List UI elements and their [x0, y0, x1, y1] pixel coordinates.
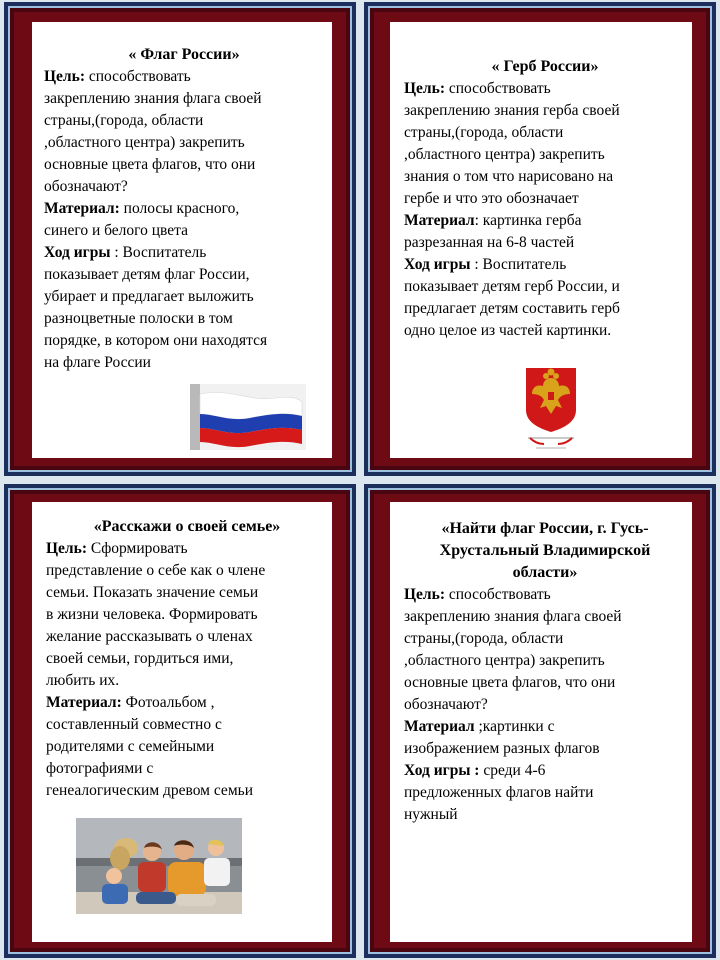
- goal-text: ,областного центра) закрепить: [44, 134, 245, 151]
- game-text: : Воспитатель: [110, 244, 207, 261]
- game-label: Ход игры: [404, 256, 471, 273]
- material-text: генеалогическим древом семьи: [46, 782, 253, 799]
- goal-text: семьи. Показать значение семьи: [46, 584, 259, 601]
- goal-text: представление о себе как о члене: [46, 562, 266, 579]
- material-text: изображением разных флагов: [404, 740, 600, 757]
- game-text: на флаге России: [44, 354, 151, 371]
- goal-label: Цель:: [404, 586, 445, 603]
- game-label: Ход игры: [44, 244, 111, 261]
- material-text: полосы красного,: [119, 200, 240, 217]
- goal-text: желание рассказывать о членах: [46, 628, 253, 645]
- goal-text: страны,(города, области: [404, 630, 564, 647]
- game-label: Ход игры :: [404, 762, 480, 779]
- card-flag-panel: [32, 22, 332, 458]
- goal-text: в жизни человека. Формировать: [46, 606, 258, 623]
- card-title: «Найти флаг России, г. Гусь-: [441, 520, 649, 537]
- card-tell-about-family: [4, 484, 356, 958]
- goal-text: закреплению знания герба своей: [404, 102, 620, 119]
- material-label: Материал: [404, 212, 475, 229]
- goal-text: закреплению знания флага своей: [44, 90, 262, 107]
- goal-text: страны,(города, области: [44, 112, 204, 129]
- game-text: предлагает детям составить герб: [404, 300, 620, 317]
- game-text: показывает детям герб России, и: [404, 278, 620, 295]
- goal-text: способствовать: [445, 586, 551, 603]
- game-text: : Воспитатель: [470, 256, 567, 273]
- goal-label: Цель:: [46, 540, 87, 557]
- russian-flag-image: [190, 384, 306, 450]
- material-text: : картинка герба: [474, 212, 582, 229]
- goal-text: ,областного центра) закрепить: [404, 652, 605, 669]
- material-text: разрезанная на 6-8 частей: [404, 234, 575, 251]
- goal-label: Цель:: [404, 80, 445, 97]
- goal-text: гербе и что это обозначает: [404, 190, 579, 207]
- card-coat-panel: [390, 22, 692, 458]
- material-label: Материал: [404, 718, 475, 735]
- goal-text: способствовать: [445, 80, 551, 97]
- goal-text: закреплению знания флага своей: [404, 608, 622, 625]
- material-text: ;картинки с: [474, 718, 555, 735]
- game-text: предложенных флагов найти: [404, 784, 594, 801]
- material-text: Фотоальбом ,: [121, 694, 215, 711]
- goal-text: обозначают?: [404, 696, 488, 713]
- card-title: « Флаг России»: [128, 46, 240, 63]
- card-title: « Герб России»: [491, 58, 599, 75]
- goal-text: способствовать: [85, 68, 191, 85]
- goal-text: основные цвета флагов, что они: [44, 156, 256, 173]
- material-text: фотографиями с: [46, 760, 154, 777]
- goal-text: основные цвета флагов, что они: [404, 674, 616, 691]
- card-coat-of-arms: [364, 2, 716, 476]
- goal-text: своей семьи, гордиться ими,: [46, 650, 234, 667]
- coat-of-arms-image: [522, 366, 580, 452]
- game-text: порядке, в котором они находятся: [44, 332, 268, 349]
- game-text: одно целое из частей картинки.: [404, 322, 612, 339]
- goal-text: страны,(города, области: [404, 124, 564, 141]
- goal-label: Цель:: [44, 68, 85, 85]
- material-label: Материал:: [46, 694, 122, 711]
- family-photo-image: [76, 818, 242, 914]
- material-text: составленный совместно с: [46, 716, 222, 733]
- goal-text: обозначают?: [44, 178, 128, 195]
- card-family-panel: [32, 502, 332, 942]
- goal-text: любить их.: [46, 672, 120, 689]
- game-text: убирает и предлагает выложить: [44, 288, 254, 305]
- goal-text: Сформировать: [87, 540, 188, 557]
- card-flag-of-russia: [4, 2, 356, 476]
- material-label: Материал:: [44, 200, 120, 217]
- material-text: синего и белого цвета: [44, 222, 189, 239]
- goal-text: ,областного центра) закрепить: [404, 146, 605, 163]
- card-title: «Расскажи о своей семье»: [93, 518, 281, 535]
- material-text: родителями с семейными: [46, 738, 215, 755]
- card-title: Хрустальный Владимирской: [439, 542, 651, 559]
- card-find-flag: [364, 484, 716, 958]
- game-text: показывает детям флаг России,: [44, 266, 250, 283]
- card-title: области»: [512, 564, 578, 581]
- goal-text: знания о том что нарисовано на: [404, 168, 614, 185]
- card-find-flag-panel: [390, 502, 692, 942]
- game-text: нужный: [404, 806, 458, 823]
- game-text: среди 4-6: [479, 762, 546, 779]
- game-text: разноцветные полоски в том: [44, 310, 233, 327]
